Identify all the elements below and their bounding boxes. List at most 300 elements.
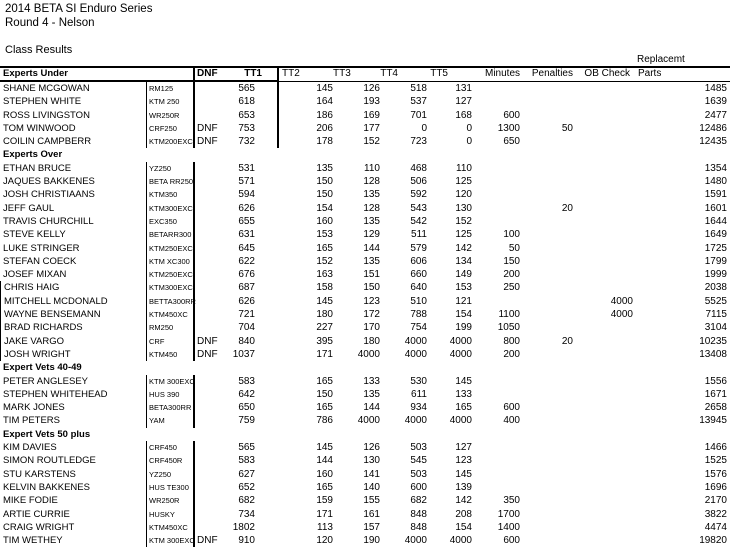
cell-penalties <box>520 109 573 122</box>
cell-tt2: 160 <box>316 468 333 480</box>
cell-dnf <box>193 321 223 334</box>
cell-minutes <box>472 162 520 175</box>
cell-tt2: 786 <box>316 415 333 427</box>
result-row <box>0 441 730 454</box>
cell-name: PETER ANGLESEY <box>3 375 89 387</box>
cell-tt2: 152 <box>316 255 333 267</box>
section-label-row <box>0 361 730 374</box>
cell-bike: HUS 390 <box>146 388 193 401</box>
cell-tt4: 510 <box>410 295 427 307</box>
cell-tt4: 701 <box>410 109 427 121</box>
cell-total: 2170 <box>704 495 727 507</box>
cell-dnf <box>193 375 223 388</box>
col-header-bike <box>146 68 193 82</box>
cell-tt5: 145 <box>455 375 472 387</box>
cell-tt4: 530 <box>410 375 427 387</box>
cell-tt2: 395 <box>316 335 333 347</box>
cell-total: 3104 <box>704 322 727 334</box>
cell-penalties <box>520 162 573 175</box>
cell-tt5: 165 <box>455 402 472 414</box>
cell-minutes: 1700 <box>497 508 520 520</box>
cell-tt5: 127 <box>455 96 472 108</box>
cell-tt4: 543 <box>410 202 427 214</box>
cell-minutes: 50 <box>508 242 520 254</box>
cell-tt3: 180 <box>363 335 380 347</box>
cell-total: 1639 <box>704 96 727 108</box>
cell-ob-check <box>573 228 633 241</box>
cell-dnf <box>193 481 223 494</box>
cell-tt1: 645 <box>238 242 255 254</box>
result-row <box>0 202 730 215</box>
cell-bike: YZ250 <box>146 162 193 175</box>
result-row <box>0 521 730 534</box>
cell-tt1: 1037 <box>232 348 255 360</box>
cell-tt5: 168 <box>455 109 472 121</box>
cell-tt3: 152 <box>363 136 380 148</box>
cell-tt3: 150 <box>363 282 380 294</box>
cell-tt5: 127 <box>455 442 472 454</box>
cell-penalties <box>520 375 573 388</box>
cell-tt5: 0 <box>466 122 472 134</box>
cell-minutes: 1300 <box>497 122 520 134</box>
cell-tt3: 135 <box>363 255 380 267</box>
cell-tt1: 704 <box>238 322 255 334</box>
result-row <box>0 215 730 228</box>
cell-tt5: 134 <box>455 255 472 267</box>
col-header-ob-check: OB Check <box>573 68 633 82</box>
cell-tt3: 135 <box>363 388 380 400</box>
cell-tt1: 840 <box>238 335 255 347</box>
cell-tt5: 125 <box>455 176 472 188</box>
cell-tt3: 170 <box>363 322 380 334</box>
cell-tt1: 734 <box>238 508 255 520</box>
cell-ob-check <box>573 135 633 148</box>
cell-tt3: 140 <box>363 481 380 493</box>
cell-dnf <box>193 468 223 481</box>
cell-tt4: 611 <box>411 388 427 400</box>
result-row <box>0 281 730 294</box>
cell-tt1: 650 <box>238 402 255 414</box>
cell-minutes: 1100 <box>498 309 520 321</box>
cell-bike: RM125 <box>146 82 193 95</box>
cell-dnf <box>193 441 223 454</box>
cell-total: 1671 <box>704 388 727 400</box>
cell-name: CRAIG WRIGHT <box>3 521 75 533</box>
cell-tt2: 120 <box>316 535 333 547</box>
cell-tt3: 110 <box>364 162 380 174</box>
cell-name: TRAVIS CHURCHILL <box>3 215 94 227</box>
cell-penalties <box>520 468 573 481</box>
cell-tt4: 606 <box>410 255 427 267</box>
cell-tt1: 682 <box>238 495 255 507</box>
cell-ob-check <box>573 109 633 122</box>
cell-tt1: 676 <box>238 269 255 281</box>
cell-tt3: 135 <box>363 215 380 227</box>
result-row <box>0 242 730 255</box>
cell-dnf <box>193 401 223 414</box>
cell-tt4: 788 <box>410 309 427 321</box>
cell-tt4: 640 <box>410 282 427 294</box>
cell-tt4: 848 <box>410 521 427 533</box>
col-header-minutes: Minutes <box>472 68 520 82</box>
cell-tt1: 687 <box>238 282 255 294</box>
cell-tt2: 178 <box>277 135 333 148</box>
cell-minutes <box>472 454 520 467</box>
cell-bike: BETARR300 <box>146 228 193 241</box>
cell-tt2: 150 <box>316 176 333 188</box>
cell-tt5: 4000 <box>449 415 472 427</box>
result-row <box>0 255 730 268</box>
cell-penalties <box>520 135 573 148</box>
cell-ob-check <box>573 202 633 215</box>
cell-name: JAKE VARGO <box>0 335 146 348</box>
cell-tt5: 154 <box>455 309 472 321</box>
result-row <box>0 401 730 414</box>
cell-penalties <box>520 308 573 321</box>
cell-tt4: 660 <box>410 269 427 281</box>
cell-penalties: 50 <box>561 122 573 134</box>
cell-name: STEPHEN WHITE <box>3 96 82 108</box>
cell-name: MARK JONES <box>3 402 65 414</box>
cell-dnf <box>193 202 223 215</box>
cell-minutes <box>472 188 520 201</box>
cell-bike: BETTA300RR <box>146 295 193 308</box>
cell-total: 4474 <box>704 521 727 533</box>
cell-tt1: 642 <box>238 388 255 400</box>
cell-tt4: 4000 <box>404 348 427 360</box>
cell-total: 1480 <box>704 176 727 188</box>
cell-penalties <box>520 534 573 547</box>
cell-ob-check <box>573 268 633 281</box>
cell-tt5: 131 <box>455 83 472 94</box>
cell-penalties <box>520 228 573 241</box>
cell-tt1: 626 <box>238 202 255 214</box>
cell-ob-check <box>573 175 633 188</box>
cell-tt4: 682 <box>410 495 427 507</box>
section-label: Expert Vets 50 plus <box>3 428 91 440</box>
cell-dnf <box>193 162 223 175</box>
cell-minutes <box>472 388 520 401</box>
cell-tt1: 631 <box>238 229 255 241</box>
cell-bike: KTM300EXC <box>146 281 193 294</box>
cell-ob-check <box>573 95 633 108</box>
cell-tt5: 123 <box>455 455 472 467</box>
cell-total: 1644 <box>704 215 727 227</box>
cell-minutes <box>472 295 520 308</box>
cell-name: MIKE FODIE <box>3 495 58 507</box>
cell-ob-check <box>573 162 633 175</box>
cell-tt4: 545 <box>410 455 427 467</box>
cell-minutes <box>472 375 520 388</box>
cell-tt4: 723 <box>410 136 427 148</box>
cell-minutes: 1400 <box>497 521 520 533</box>
cell-tt3: 130 <box>363 455 380 467</box>
result-row <box>0 95 730 108</box>
cell-tt5: 153 <box>455 282 472 294</box>
cell-tt4: 592 <box>410 189 427 201</box>
cell-minutes <box>472 215 520 228</box>
cell-dnf <box>193 508 223 521</box>
cell-ob-check <box>573 255 633 268</box>
cell-tt3: 4000 <box>357 348 380 360</box>
cell-ob-check <box>573 494 633 507</box>
col-header-replacemt: Replacemt <box>637 54 685 65</box>
doc-subtitle: Class Results <box>5 44 73 56</box>
cell-dnf <box>193 175 223 188</box>
cell-ob-check <box>573 454 633 467</box>
cell-tt1: 565 <box>238 83 255 94</box>
cell-tt3: 144 <box>363 242 380 254</box>
cell-ob-check: 4000 <box>610 309 633 321</box>
cell-tt2: 154 <box>316 202 333 214</box>
section-label: Expert Vets 40-49 <box>3 362 82 374</box>
cell-tt5: 121 <box>455 295 472 307</box>
table-header-row <box>0 66 730 82</box>
cell-minutes <box>472 202 520 215</box>
cell-bike: CRF <box>146 335 193 348</box>
cell-tt1: 732 <box>238 136 255 148</box>
cell-tt5: 149 <box>455 269 472 281</box>
result-row <box>0 494 730 507</box>
cell-name: ETHAN BRUCE <box>3 162 72 174</box>
cell-total: 1601 <box>704 202 727 214</box>
result-row <box>0 388 730 401</box>
cell-name: JAQUES BAKKENES <box>3 176 95 188</box>
cell-dnf <box>193 242 223 255</box>
cell-tt3: 135 <box>363 189 380 201</box>
cell-penalties <box>520 441 573 454</box>
cell-tt5: 154 <box>455 521 472 533</box>
cell-tt2: 145 <box>277 82 333 95</box>
cell-dnf: DNF <box>193 122 223 135</box>
cell-total: 1649 <box>704 229 727 241</box>
result-row <box>0 162 730 175</box>
cell-name: WAYNE BENSEMANN <box>0 308 146 321</box>
cell-penalties <box>520 348 573 361</box>
cell-penalties <box>520 295 573 308</box>
cell-dnf <box>193 521 223 534</box>
cell-tt1: 618 <box>238 96 255 108</box>
cell-total: 1525 <box>704 455 727 467</box>
cell-ob-check <box>573 375 633 388</box>
cell-tt1: 653 <box>238 109 255 121</box>
cell-tt1: 652 <box>238 481 255 493</box>
cell-minutes: 600 <box>503 535 520 547</box>
cell-ob-check <box>573 348 633 361</box>
section-header-experts-under: Experts Under <box>0 68 146 82</box>
cell-tt5: 139 <box>455 481 472 493</box>
cell-tt3: 144 <box>363 402 380 414</box>
result-row <box>0 295 730 308</box>
cell-total: 12486 <box>699 122 727 134</box>
cell-tt4: 4000 <box>404 535 427 547</box>
cell-ob-check <box>573 441 633 454</box>
cell-total: 1999 <box>704 269 727 281</box>
cell-tt2: 171 <box>316 348 333 360</box>
result-row <box>0 82 730 95</box>
cell-dnf <box>193 255 223 268</box>
cell-minutes: 250 <box>503 282 520 294</box>
cell-name: JOSH WRIGHT <box>0 348 146 361</box>
results-table <box>0 66 730 547</box>
cell-tt4: 503 <box>410 468 427 480</box>
cell-tt1: 594 <box>238 189 255 201</box>
col-header-parts: Parts <box>633 68 730 82</box>
cell-bike: KTM300EXC <box>146 202 193 215</box>
cell-tt1: 622 <box>238 255 255 267</box>
cell-tt2: 165 <box>316 242 333 254</box>
cell-total: 1466 <box>704 442 727 454</box>
cell-tt2: 159 <box>316 495 333 507</box>
cell-tt1: 626 <box>238 295 255 307</box>
cell-tt3: 157 <box>363 521 380 533</box>
cell-total: 1354 <box>704 162 727 174</box>
cell-name: STEVE KELLY <box>3 229 66 241</box>
cell-minutes <box>472 468 520 481</box>
cell-total: 19820 <box>699 535 727 547</box>
cell-penalties <box>520 481 573 494</box>
cell-name: TIM WETHEY <box>3 535 63 547</box>
cell-dnf <box>193 454 223 467</box>
cell-dnf <box>193 308 223 321</box>
cell-total: 12435 <box>699 136 727 148</box>
cell-total: 2038 <box>704 282 727 294</box>
cell-total: 13408 <box>699 348 727 360</box>
cell-ob-check <box>573 215 633 228</box>
cell-bike: BETA300RR <box>146 401 193 414</box>
cell-bike: KTM350 <box>146 188 193 201</box>
cell-tt3: 193 <box>363 96 380 108</box>
section-label-row <box>0 148 730 161</box>
cell-penalties: 20 <box>561 335 573 347</box>
cell-tt4: 934 <box>410 402 427 414</box>
result-row <box>0 175 730 188</box>
result-row <box>0 188 730 201</box>
cell-tt2: 165 <box>316 375 333 387</box>
cell-ob-check <box>573 335 633 348</box>
result-row <box>0 468 730 481</box>
cell-ob-check <box>573 242 633 255</box>
section-label: Experts Over <box>3 149 63 161</box>
cell-dnf <box>193 388 223 401</box>
cell-ob-check <box>573 534 633 547</box>
cell-name: SHANE MCGOWAN <box>3 83 90 94</box>
cell-total: 1576 <box>704 468 727 480</box>
result-row <box>0 508 730 521</box>
col-header-tt5: TT5 <box>427 68 472 82</box>
cell-tt1: 910 <box>238 535 255 547</box>
cell-bike: KTM XC300 <box>146 255 193 268</box>
cell-dnf <box>193 414 223 427</box>
cell-bike: CRF250 <box>146 122 193 135</box>
cell-minutes <box>472 175 520 188</box>
cell-name: JEFF GAUL <box>3 202 55 214</box>
cell-minutes <box>472 441 520 454</box>
cell-total: 5525 <box>704 295 727 307</box>
cell-ob-check <box>573 321 633 334</box>
cell-penalties <box>520 321 573 334</box>
cell-tt3: 169 <box>363 109 380 121</box>
cell-tt1: 655 <box>238 215 255 227</box>
col-header-tt1: TT1 <box>223 68 277 82</box>
cell-tt2: 165 <box>316 481 333 493</box>
cell-bike: YZ250 <box>146 468 193 481</box>
cell-name: ROSS LIVINGSTON <box>3 109 90 121</box>
cell-tt2: 171 <box>316 508 333 520</box>
cell-dnf <box>193 228 223 241</box>
cell-tt5: 142 <box>455 495 472 507</box>
cell-total: 13945 <box>699 415 727 427</box>
result-row <box>0 135 730 148</box>
cell-name: COILIN CAMPBERR <box>3 136 92 148</box>
cell-total: 1485 <box>704 83 727 94</box>
cell-tt5: 130 <box>455 202 472 214</box>
cell-tt2: 145 <box>316 295 333 307</box>
cell-tt4: 511 <box>411 229 427 241</box>
result-row <box>0 454 730 467</box>
cell-dnf <box>193 95 223 108</box>
cell-tt4: 468 <box>410 162 427 174</box>
cell-minutes: 200 <box>503 269 520 281</box>
cell-tt4: 4000 <box>404 335 427 347</box>
cell-dnf <box>193 295 223 308</box>
cell-tt2: 165 <box>316 402 333 414</box>
cell-total: 7115 <box>705 309 727 321</box>
cell-total: 1799 <box>704 255 727 267</box>
cell-dnf <box>193 281 223 294</box>
cell-total: 1556 <box>704 375 727 387</box>
cell-ob-check <box>573 508 633 521</box>
result-row <box>0 308 730 321</box>
cell-tt5: 0 <box>466 136 472 148</box>
cell-tt4: 518 <box>410 83 427 94</box>
cell-tt4: 4000 <box>404 415 427 427</box>
cell-bike: KTM200EXC <box>146 135 193 148</box>
cell-bike: CRF450R <box>146 454 193 467</box>
cell-tt3: 151 <box>363 269 380 281</box>
cell-ob-check <box>573 122 633 135</box>
cell-total: 2658 <box>704 402 727 414</box>
cell-penalties <box>520 82 573 95</box>
cell-tt3: 172 <box>363 309 380 321</box>
cell-tt5: 4000 <box>449 348 472 360</box>
cell-penalties <box>520 508 573 521</box>
cell-bike: CRF450 <box>146 441 193 454</box>
cell-tt4: 537 <box>410 96 427 108</box>
result-row <box>0 228 730 241</box>
cell-tt1: 721 <box>238 309 255 321</box>
cell-penalties <box>520 281 573 294</box>
cell-tt2: 150 <box>316 189 333 201</box>
cell-ob-check: 4000 <box>610 295 633 307</box>
cell-dnf <box>193 268 223 281</box>
cell-name: LUKE STRINGER <box>3 242 80 254</box>
cell-tt4: 848 <box>410 508 427 520</box>
cell-minutes: 1050 <box>497 322 520 334</box>
cell-ob-check <box>573 188 633 201</box>
cell-dnf <box>193 109 223 122</box>
doc-round: Round 4 - Nelson <box>5 17 95 29</box>
cell-penalties <box>520 188 573 201</box>
result-row <box>0 109 730 122</box>
cell-tt2: 227 <box>316 322 333 334</box>
cell-tt3: 141 <box>363 468 380 480</box>
cell-penalties <box>520 175 573 188</box>
cell-name: ARTIE CURRIE <box>3 508 70 520</box>
cell-bike: HUSKY <box>146 508 193 521</box>
cell-minutes: 350 <box>503 495 520 507</box>
cell-tt1: 531 <box>238 162 255 174</box>
